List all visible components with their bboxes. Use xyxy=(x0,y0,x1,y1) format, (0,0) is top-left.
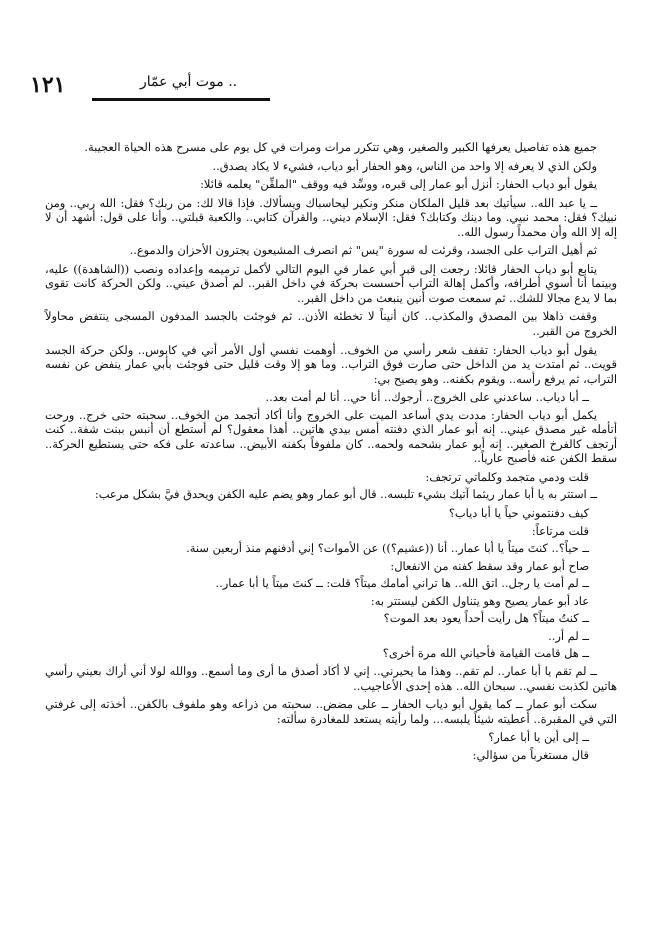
paragraph: يكمل أبو دياب الحفار: مددت يدي أساعد الميت على الخروج وأنا أكاد أتجمد من الخوف.. سحبته حتى خرج.. ورحت أتأمله غير مصدق عيني.. إنه أبو عمار الذي دفنته أمس بيدي هاتين.. أهذا معقول؟ لم أستطع أن أنبس ببنت شفة.. كنت أرتجف كالفرخ الصغير.. إنه أبو عمار بشحمه ولحمه.. كان ملفوفاً بكفنه الأبيض.. ساعدته على فكه حتى يستطيع الحركة.. سقط الكفن عنه فأصبح عارياً.. xyxy=(45,407,617,466)
dialogue-line: ــ حياً؟.. كنتَ ميتاً يا أبا عمار.. أنا ((عشيم؟)) عن الأموات؟ إني أدفنهم منذ أربعين سنة. xyxy=(186,541,589,556)
dialogue-line: عاد أبو عمار يصيح وهو يتناول الكفن ليستتر به: xyxy=(370,593,589,608)
dialogue-line: قال مستغرباً من سؤالي: xyxy=(472,747,589,762)
paragraph: ــ لم تقم يا أبا عمار.. لم تقم.. وهذا ما يحيرني.. إني لا أكاد أصدق ما أرى وما أسمع.. ووالله لولا أني أراك بعيني رأسي هاتين لكذبت نفسي.. سبحان الله.. هذه إحدى الأعاجيب.. xyxy=(45,663,617,693)
header-rule xyxy=(92,98,270,101)
paragraph: وقفت ذاهلا بين المصدق والمكذب.. كان أنيناً لا تخطئه الأذن.. ثم فوجئت بالجسد المدفون المسجى ينتفض محاولاً الخروج من القبر.. xyxy=(45,309,617,339)
dialogue-line: ــ لم أمت يا رجل.. اتق الله.. ها تراني أمامك ميتاً؟ قلت: ــ كنتَ ميتاً يا أبا عمار.. xyxy=(215,576,589,591)
dialogue-line: ــ هل قامت القيامة فأحياني الله مرة أخرى؟ xyxy=(382,646,589,661)
paragraph: ــ يا عبد الله.. سيأتيك بعد قليل الملكان منكر ونكير ليحاسباك ويسألاك. فإذا قالا لك: من ربك؟ فقل: الله ربي.. ومن نبيك؟ فقل: محمد نبيي. وما دينك وكتابك؟ فقل: الإسلام ديني.. والقرآن كتابي.. والكعبة قبلتي.. وأنا على قول: أشهد أن لا إله إلا الله وأن محمداً رسول الله.. xyxy=(45,195,617,239)
dialogue-line: قلت مرتاعاً: xyxy=(531,523,589,538)
paragraph: ولكن الذي لا يعرفه إلا واحد من الناس، وهو الحفار أبو دياب، فشيء لا يكاد يصدق.. xyxy=(212,158,597,173)
paragraph: سكت أبو عمار ــ كما يقول أبو دياب الحفار ــ على مضض.. سحبته من ذراعه وهو ملفوف بالكفن.. أخذته إلى غرفتي التي في المقبرة.. أعطيته شيئاً يلبسه... ولما رأيته يستعد للمغادرة سألته: xyxy=(45,697,617,726)
paragraph: ــ استتر به يا أبا عمار ريثما آتيك بشيء تلبسه.. قال أبو عمار وهو يضم عليه الكفن ويحدق فيَّ بشكل مرعب: xyxy=(94,487,597,502)
dialogue-line: ــ لم أر.. xyxy=(548,628,589,643)
dialogue-line: صاح أبو عمار وقد سقط كفنه من الانفعال: xyxy=(390,558,589,573)
dialogue-line: قلت ودمي متجمد وكلماتي ترتجف: xyxy=(425,469,589,484)
paragraph: يقول أبو دياب الحفار: تقفف شعر رأسي من الخوف.. أوهمت نفسي أول الأمر أني في كابوس.. ولكن حركة الجسد قويت.. ثم امتدت يد من الداخل حتى صارت فوق التراب.. وما هو إلا وقت قليل حتى فوجئت بأبي عمار ينفض عن نفسه التراب، ثم يرفع رأسه.. ويقوم بكفنه.. وهو يصيح بي: xyxy=(45,342,617,386)
dialogue-line: كيف دفنتموني حياً يا أبا دياب؟ xyxy=(448,506,589,521)
dialogue-line: ــ أبا دياب.. ساعدني على الخروج.. أرجوك.. أنا حي.. أنا لم أمت بعد.. xyxy=(265,390,589,405)
paragraph: ثم أهيل التراب على الجسد، وقرئت له سورة "يس" ثم انصرف المشيعون يجترون الأحزان والدموع.. xyxy=(129,243,597,258)
dialogue-line: ــ كنتُ ميتاً؟ هل رأيت أحداً يعود بعد الموت؟ xyxy=(383,611,589,626)
running-title: موت أبي عمّار .. xyxy=(140,74,238,90)
page-number: ١٢١ xyxy=(30,72,66,98)
paragraph: يقول أبو دياب الحفار: أنزل أبو عمار إلى قبره، ووسِّد فيه ووقف "الملقِّن" يعلمه قائلا: xyxy=(200,177,597,192)
paragraph: يتابع أبو دياب الحفار قائلا: رجعت إلى قبر أبي عمار في اليوم التالي لأكمل ترميمه وإعداده ونصب ((الشاهدة)) عليه، وبينما أنا أسوي أطرافه، وأكمل إهالة التراب أحسست بحركة في داخل القبر.. لم أصدق عيني.. ولكن الحركة كانت تقوى بما لا يدع مجالا للشك.. ثم سمعت صوت أنين ينبعث من داخل القبر.. xyxy=(45,261,617,305)
body-text xyxy=(45,140,617,765)
dialogue-line: ــ إلى أين يا أبا عمار؟ xyxy=(488,730,589,745)
paragraph: جميع هذه تفاصيل يعرفها الكبير والصغير، وهي تتكرر مرات ومرات في كل يوم على مسرح هذه الحياة العجيبة. xyxy=(84,140,597,154)
